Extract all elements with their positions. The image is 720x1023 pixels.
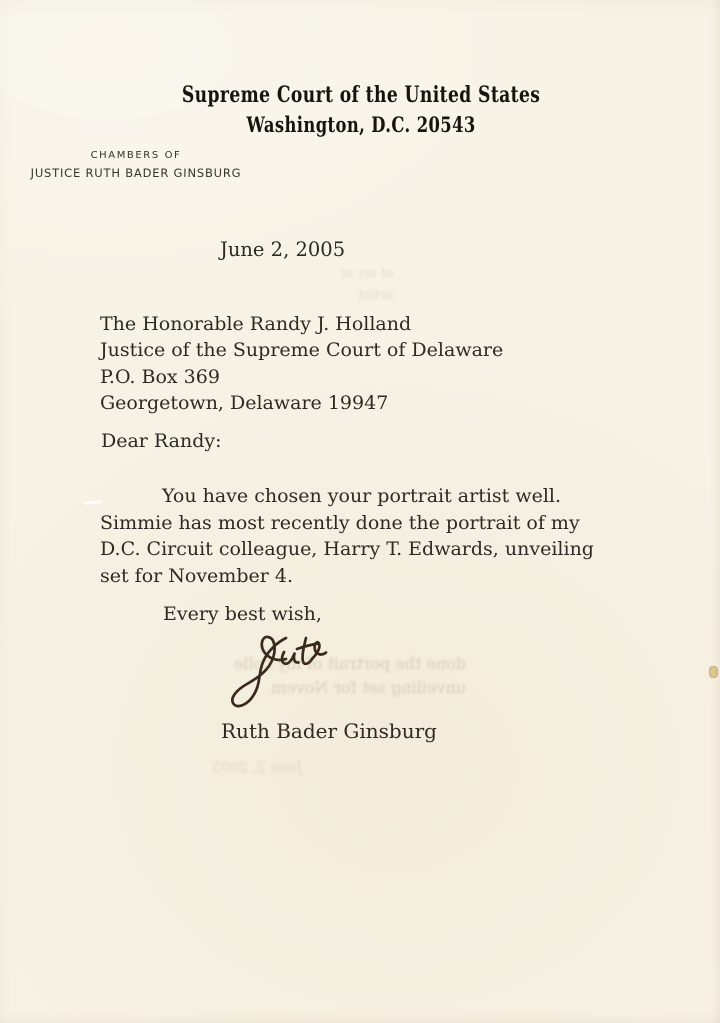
closing-line: Every best wish,	[163, 603, 322, 625]
justice-name-label: JUSTICE RUTH BADER GINSBURG	[30, 166, 242, 180]
show-through-text: June 2, 2005	[212, 760, 302, 776]
letter-date: June 2, 2005	[220, 238, 346, 261]
chambers-of-label: CHAMBERS OF	[90, 150, 182, 161]
body-line: D.C. Circuit colleague, Harry T. Edwards, unveiling	[100, 538, 594, 561]
recipient-city-state-zip: Georgetown, Delaware 19947	[100, 392, 389, 415]
recipient-po-box: P.O. Box 369	[100, 365, 220, 388]
letter-body	[100, 483, 594, 589]
letterhead-city-zip: Washington, D.C. 20543	[246, 112, 476, 137]
typed-signer-name: Ruth Bader Ginsburg	[221, 719, 437, 743]
chambers-block	[25, 150, 247, 180]
show-through-text: of my sr artist	[340, 266, 394, 303]
handwritten-signature-ruth	[220, 626, 330, 721]
recipient-title: Justice of the Supreme Court of Delaware	[100, 339, 504, 362]
show-through-text: done the portrait of my colle unveiling set for Novem	[233, 654, 466, 697]
recipient-address-block	[100, 311, 503, 417]
salutation: Dear Randy:	[101, 430, 222, 452]
letterhead-court-name: Supreme Court of the United States	[181, 82, 541, 108]
recipient-name: The Honorable Randy J. Holland	[100, 313, 412, 335]
body-line: You have chosen your portrait artist well.	[162, 485, 562, 507]
body-line: set for November 4.	[100, 564, 293, 587]
body-line: Simmie has most recently done the portrait of my	[100, 511, 580, 534]
yellow-paper-speck	[709, 666, 718, 678]
